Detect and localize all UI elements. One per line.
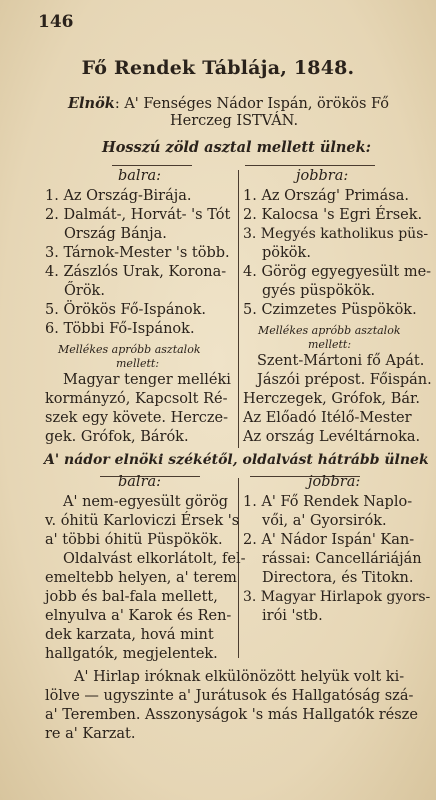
right-extra: Az Előadó Itélő-Mester	[243, 410, 412, 426]
right-item: 2. Kalocsa 's Egri Érsek.	[243, 207, 423, 223]
left2-line: hallgatók, megjelentek.	[45, 646, 218, 662]
left-small-note: Mellékes apróbb asztalok	[58, 343, 201, 356]
right2-line: 1. A' Fő Rendek Naplo-	[243, 494, 413, 510]
left-item: Őrök.	[64, 283, 105, 299]
final-paragraph-line: a' Teremben. Asszonyságok 's más Hallgatók része	[45, 707, 418, 723]
right-heading: jobbra:	[296, 168, 349, 184]
right-small-note: Mellékes apróbb asztalok	[258, 324, 401, 337]
chair-text: : A' Fenséges Nádor Ispán, örökös Fő	[114, 96, 390, 112]
left2-line: Oldalvást elkorlátolt, fel-	[63, 551, 246, 567]
page-number: 146	[38, 12, 74, 32]
final-paragraph-line: lölve — ugyszinte a' Jurátusok és Hallgatóság szá-	[45, 688, 414, 704]
left2-line: A' nem-egyesült görög	[63, 494, 229, 510]
right2-line: rássai: Cancelláriáján	[262, 551, 422, 567]
left2-line: emeltebb helyen, a' terem	[45, 570, 237, 586]
left-item: 2. Dalmát-, Horvát- 's Tót	[45, 207, 231, 223]
right-item: gyés püspökök.	[262, 283, 376, 299]
right-item: 4. Görög egyegyesült me-	[243, 264, 432, 280]
right-item: 1. Az Ország' Primása.	[243, 188, 409, 204]
left2-heading: balra:	[118, 474, 162, 490]
left-small-note: mellett:	[116, 357, 160, 370]
left-item: 4. Zászlós Urak, Korona-	[45, 264, 227, 280]
right2-line: 3. Magyar Hirlapok gyors-	[243, 589, 431, 605]
left2-line: jobb és bal-fala mellett,	[45, 589, 218, 605]
left-item: 3. Tárnok-Mester 's több.	[45, 245, 230, 261]
final-paragraph-line: re a' Karzat.	[45, 726, 136, 742]
right-extra: Herczegek, Grófok, Bár.	[243, 391, 420, 407]
right-extra: Szent-Mártoni fő Apát.	[257, 353, 425, 369]
left-heading: balra:	[118, 168, 162, 184]
section-2-heading: A' nádor elnöki székétől, oldalvást hátrább ülnek	[44, 452, 429, 468]
left-item: Ország Bánja.	[64, 226, 167, 242]
left-extra: szek egy követe. Hercze-	[45, 410, 229, 426]
right-item: pökök.	[262, 245, 311, 261]
right2-heading: jobbra:	[308, 474, 361, 490]
right2-line: irói 'stb.	[262, 608, 323, 624]
right-small-note: mellett:	[308, 338, 352, 351]
chair-line-2: Herczeg ISTVÁN.	[170, 113, 299, 129]
left-item: 6. Többi Fő-Ispánok.	[45, 321, 195, 337]
right-extra: Az ország Levéltárnoka.	[243, 429, 421, 445]
rule-right	[245, 165, 375, 166]
left-item: 5. Örökös Fő-Ispánok.	[45, 302, 207, 318]
right2-line: Directora, és Titokn.	[262, 570, 414, 586]
left2-line: dek karzata, hová mint	[45, 627, 214, 643]
left2-line: a' többi óhitü Püspökök.	[45, 532, 223, 548]
right-item: 5. Czimzetes Püspökök.	[243, 302, 417, 318]
left-extra: Magyar tenger melléki	[63, 372, 231, 388]
final-paragraph-line: A' Hirlap iróknak elkülönözött helyük volt ki-	[74, 669, 405, 685]
page-title: Fő Rendek Táblája, 1848.	[81, 57, 355, 79]
left-extra: kormányzó, Kapcsolt Ré-	[45, 391, 228, 407]
rule-left	[112, 165, 192, 166]
right2-line: 2. A' Nádor Ispán' Kan-	[243, 532, 415, 548]
chair-line-1	[68, 95, 389, 114]
left-item: 1. Az Ország-Birája.	[45, 188, 192, 204]
right2-line: vői, a' Gyorsirók.	[262, 513, 387, 529]
left-extra: gek. Grófok, Bárók.	[45, 429, 189, 445]
chair-label: Elnök	[68, 95, 115, 112]
left2-line: elnyulva a' Karok és Ren-	[45, 608, 232, 624]
column-separator-1	[238, 170, 239, 448]
right-item: 3. Megyés katholikus püs-	[243, 226, 429, 242]
section-1-heading: Hosszú zöld asztal mellett ülnek:	[102, 139, 372, 156]
left2-line: v. óhitü Karloviczi Érsek 's	[45, 513, 240, 529]
right-extra: Jászói prépost. Főispán.	[257, 372, 432, 388]
